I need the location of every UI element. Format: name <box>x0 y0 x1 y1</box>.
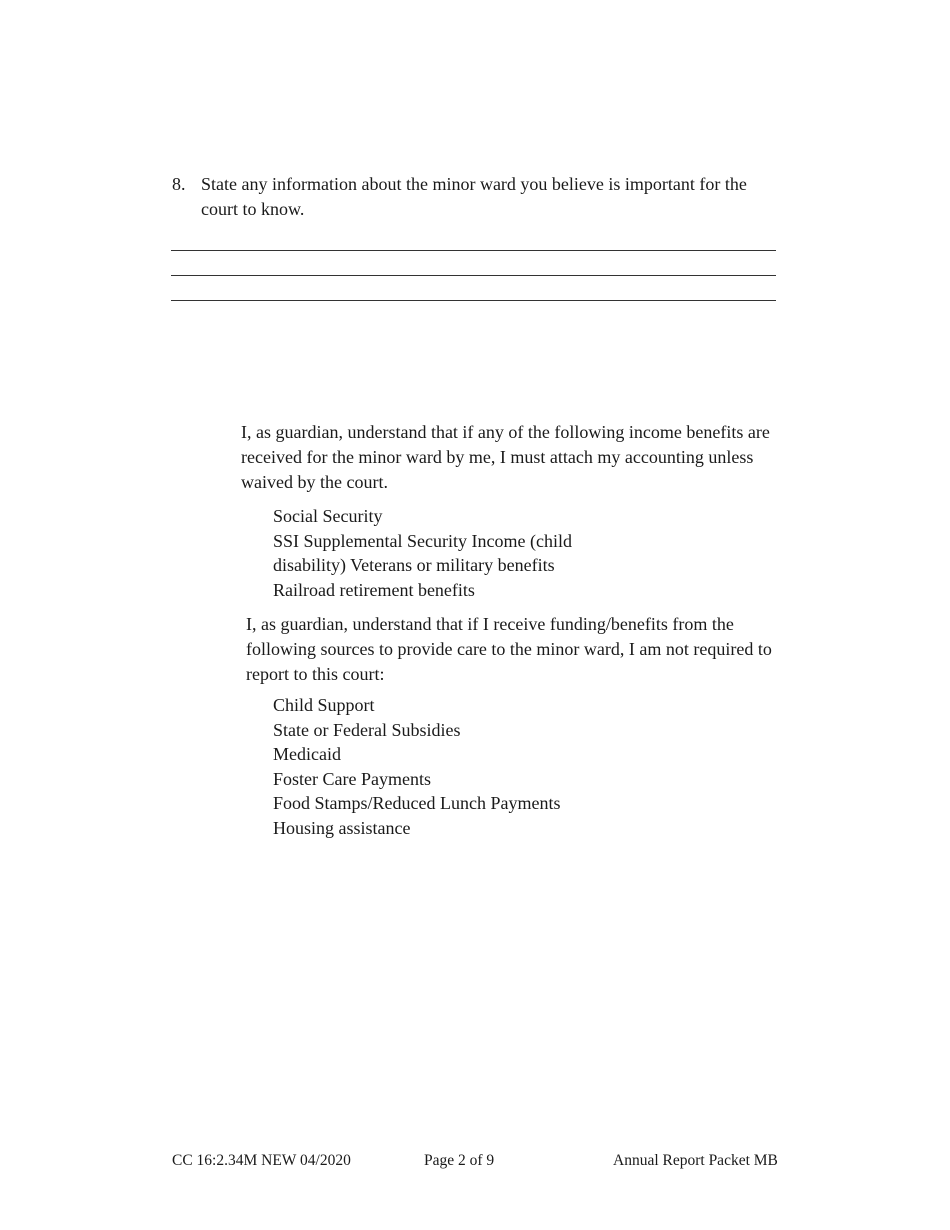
list-item: disability) Veterans or military benefits <box>273 555 555 576</box>
list-item: Child Support <box>273 695 375 715</box>
income-benefits-intro: I, as guardian, understand that if any of the following income benefits are received for the minor ward by me, I must attach my accounting unless waived by the court. <box>241 422 770 492</box>
list-item: Social Security <box>273 506 383 526</box>
question-text: State any information about the minor ward you believe is important for the court to know. <box>201 174 747 219</box>
answer-line-1[interactable] <box>171 250 776 251</box>
answer-line-3[interactable] <box>171 300 776 301</box>
list-item: Housing assistance <box>273 817 411 838</box>
answer-line-2[interactable] <box>171 275 776 276</box>
funding-sources-list <box>273 693 560 841</box>
list-item: State or Federal Subsidies <box>273 719 461 740</box>
list-item: Medicaid <box>273 744 341 765</box>
question-number: 8. <box>172 174 186 194</box>
funding-sources-intro: I, as guardian, understand that if I receive funding/benefits from the following sources to provide care to the minor ward, I am not required to report to this court: <box>246 614 772 684</box>
footer-packet-name: Annual Report Packet MB <box>613 1152 778 1169</box>
list-item: Railroad retirement benefits <box>273 579 475 600</box>
footer-page-number: Page 2 of 9 <box>424 1152 495 1169</box>
question-8 <box>172 172 772 222</box>
list-item: Food Stamps/Reduced Lunch Payments <box>273 793 561 814</box>
list-item: Foster Care Payments <box>273 768 431 789</box>
income-benefits-list <box>273 504 572 602</box>
list-item: SSI Supplemental Security Income (child <box>273 530 572 551</box>
footer-form-id: CC 16:2.34M NEW 04/2020 <box>172 1152 351 1169</box>
